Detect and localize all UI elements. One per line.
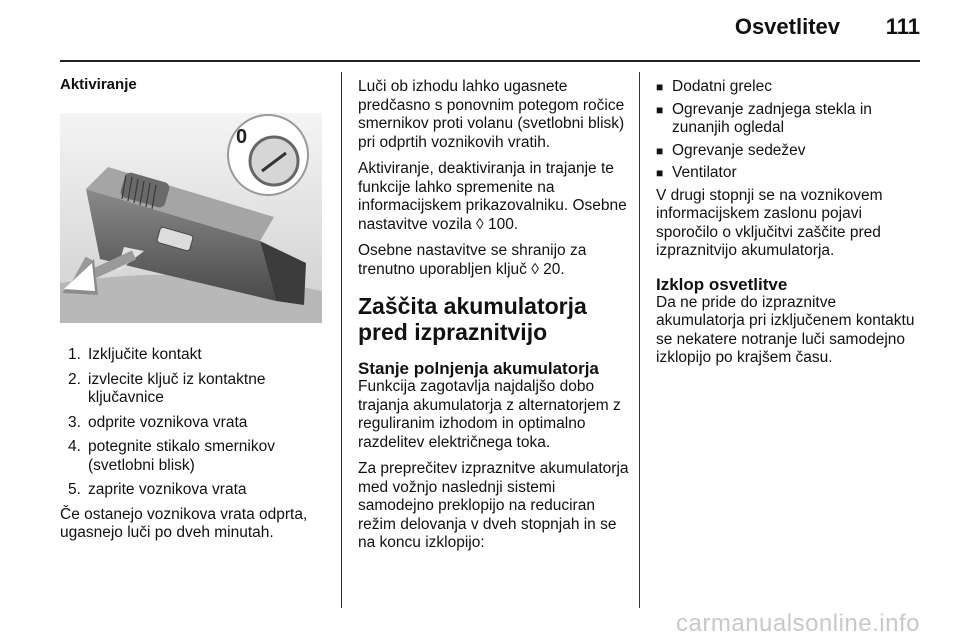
middle-column — [358, 78, 630, 561]
ignition-position-label: 0 — [236, 125, 248, 148]
paragraph: V drugi stopnji se na voznikovem informacijskem zaslonu pojavi sporočilo o vključitvi zaščite pred izpraznitvijo akumulatorja. — [656, 186, 883, 259]
paragraph: Luči ob izhodu lahko ugasnete predčasno s ponovnim potegom ročice smernikov proti volanu (svetlobni blisk) pri odprtih voznikovih vratih. — [358, 78, 625, 151]
list-item: 3. odprite voznikova vrata — [68, 413, 248, 431]
column-divider-1 — [341, 72, 342, 608]
subsection-title: Izklop osvetlitve — [656, 274, 788, 294]
list-item: ■ Ogrevanje zadnjega stekla in zunanjih ogledal — [656, 100, 872, 136]
header-divider — [60, 60, 920, 62]
list-item: 4. potegnite stikalo smernikov (svetlobni blisk) — [68, 438, 275, 474]
list-item: ■ Ventilator — [656, 164, 737, 181]
paragraph: Aktiviranje, deaktiviranja in trajanje te funkcije lahko spremenite na informacijskem prikazovalniku. Osebne nastavitve vozila ◊ 100. — [358, 160, 627, 233]
right-column — [656, 78, 924, 376]
list-item: ■ Ogrevanje sedežev — [656, 141, 806, 159]
activation-heading: Aktiviranje — [60, 76, 137, 93]
page-title: Osvetlitev — [734, 14, 840, 39]
paragraph: Za preprečitev izpraznitve akumulatorja med vožnjo naslednji sistemi samodejno preklopijo na reduciran režim delovanja v dveh stopnjah in se na koncu izklopijo: — [358, 460, 629, 551]
paragraph: Funkcija zagotavlja najdaljšo dobo trajanja akumulatorja z alternatorjem z reguliranim izhodom in optimalno razdelitev električnega toka. — [358, 378, 621, 451]
watermark: carmanualsonline.info — [676, 610, 920, 637]
page-number: 111 — [885, 14, 920, 39]
list-item: 1. Izključite kontakt — [68, 346, 202, 363]
activation-steps — [60, 346, 328, 500]
paragraph: Osebne nastavitve se shranijo za trenutno uporabljen ključ ◊ 20. — [358, 242, 587, 278]
affected-systems-list — [656, 78, 924, 183]
list-item: 5. zaprite voznikova vrata — [68, 481, 247, 498]
column-divider-2 — [639, 72, 640, 608]
list-item: ■ Dodatni grelec — [656, 78, 772, 95]
turn-signal-lever-illustration — [60, 113, 322, 323]
list-item: 2. izvlecite ključ iz kontaktne ključavnice — [68, 370, 266, 406]
subsection-title: Stanje polnjenja akumulatorja — [358, 359, 599, 378]
closing-paragraph: Če ostanejo voznikova vrata odprta, ugasnejo luči po dveh minutah. — [60, 505, 308, 541]
left-column — [60, 76, 328, 551]
paragraph: Da ne pride do izpraznitve akumulatorja pri izključenem kontaktu se nekatere notranje luči samodejno izklopijo po krajšem času. — [656, 293, 915, 366]
section-title: Zaščita akumulatorja pred izpraznitvijo — [358, 293, 587, 345]
